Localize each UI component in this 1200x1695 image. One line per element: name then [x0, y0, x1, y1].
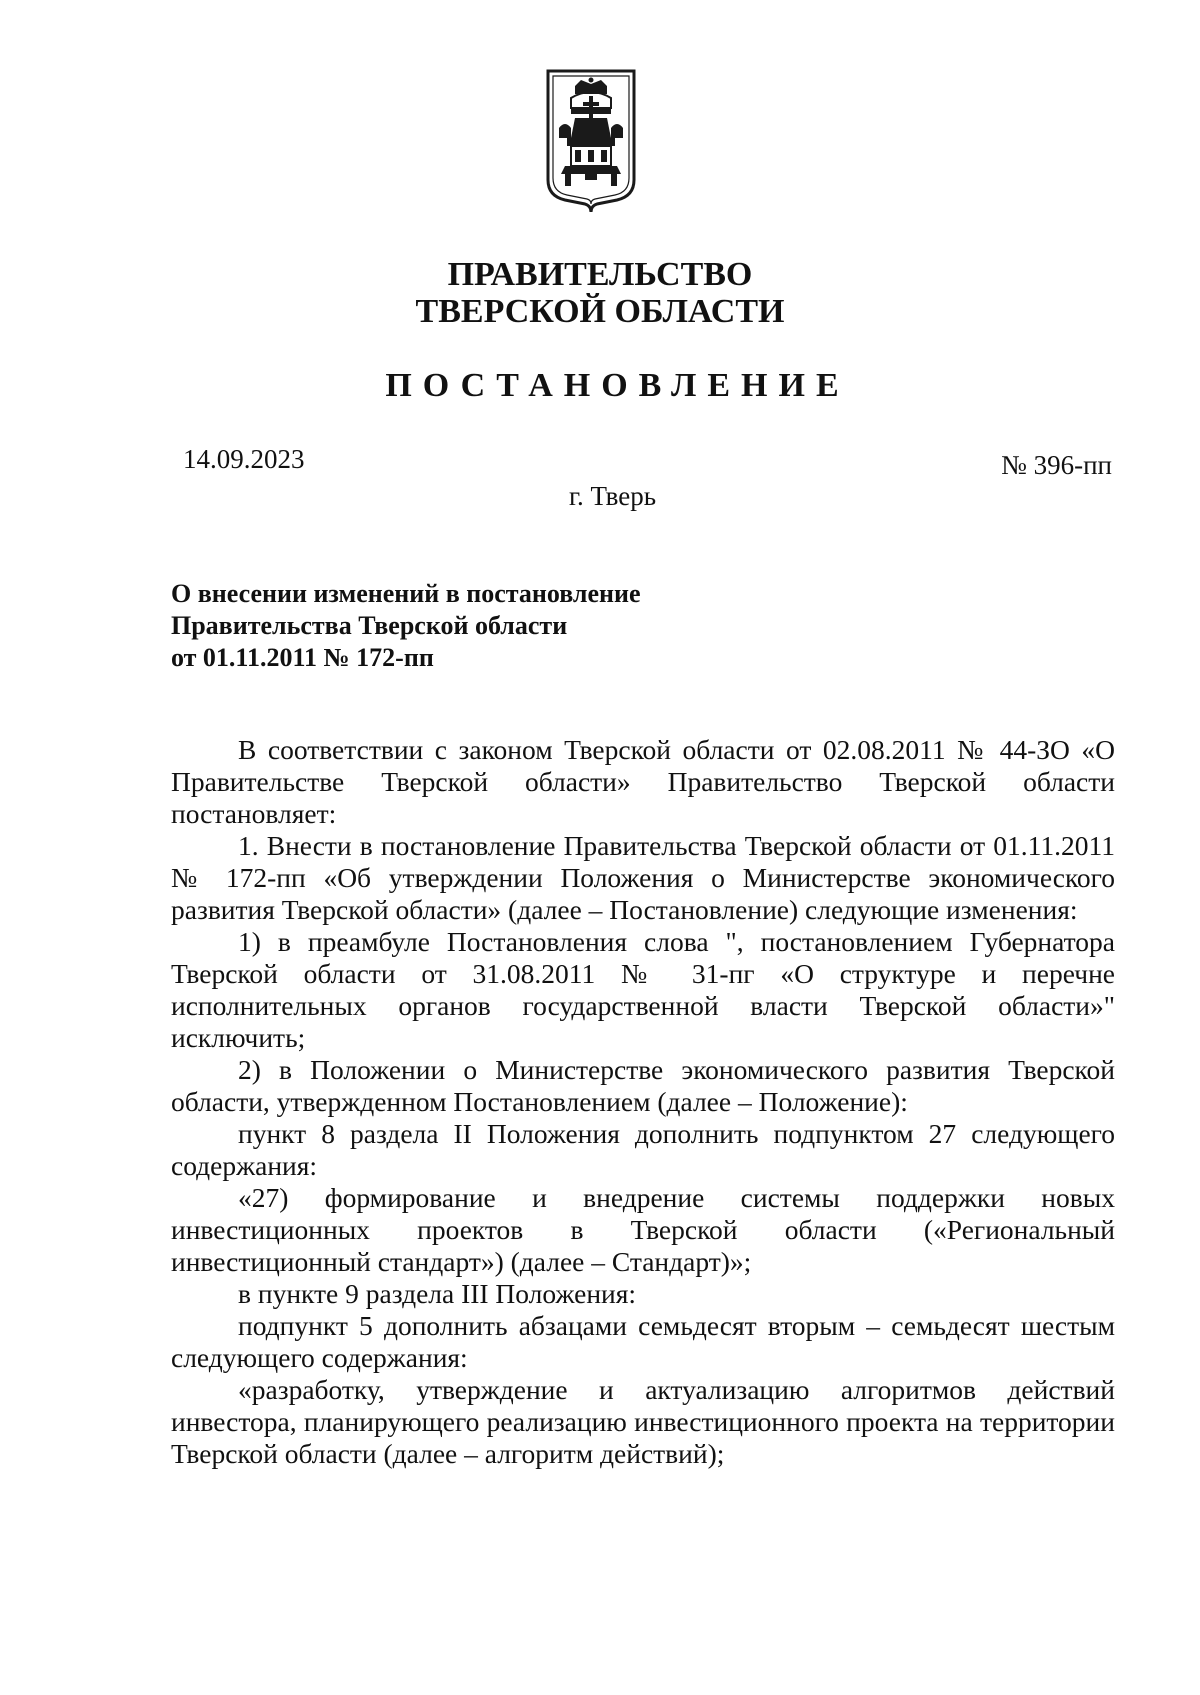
body-paragraph: подпункт 5 дополнить абзацами семьдесят вторым – семьдесят шестым следующего содержания: — [171, 1310, 1115, 1373]
body-paragraph: 1) в преамбуле Постановления слова ", постановлением Губернатора Тверской области от 31.08.2011 № 31-пг «О структуре и перечне исполнительных органов государственной власти Тверской области»" исключить; — [171, 926, 1115, 1053]
body-paragraph: в пункте 9 раздела III Положения: — [238, 1278, 637, 1309]
body-paragraph: «27) формирование и внедрение системы поддержки новых инвестиционных проектов в Тверской области («Региональный инвестиционный стандарт») (далее – Стандарт)»; — [171, 1182, 1115, 1277]
document-number: № 396-пп — [1001, 450, 1112, 480]
document-body — [171, 734, 1115, 1470]
document-date: 14.09.2023 — [183, 444, 305, 474]
subject-line2: Правительства Тверской области — [171, 611, 568, 640]
document-type-heading: ПОСТАНОВЛЕНИЕ — [385, 367, 850, 404]
body-paragraph: В соответствии с законом Тверской области от 02.08.2011 № 44-ЗО «О Правительстве Тверской области» Правительство Тверской области постановляет: — [171, 734, 1115, 829]
body-paragraph: 2) в Положении о Министерстве экономического развития Тверской области, утвержденном Постановлением (далее – Положение): — [171, 1054, 1115, 1117]
coat-of-arms-icon — [545, 68, 637, 213]
body-paragraph: пункт 8 раздела II Положения дополнить подпунктом 27 следующего содержания: — [171, 1118, 1115, 1181]
government-title-line2: ТВЕРСКОЙ ОБЛАСТИ — [415, 293, 785, 330]
subject-line3: от 01.11.2011 № 172-пп — [171, 643, 434, 672]
document-subject — [171, 578, 641, 674]
government-title-line1: ПРАВИТЕЛЬСТВО — [447, 256, 753, 293]
subject-line1: О внесении изменений в постановление — [171, 579, 641, 608]
document-city: г. Тверь — [568, 481, 657, 511]
body-paragraph: 1. Внести в постановление Правительства Тверской области от 01.11.2011 № 172-пп «Об утверждении Положения о Министерстве экономического развития Тверской области» (далее – Постановление) следующие изменения: — [171, 830, 1115, 925]
body-paragraph: «разработку, утверждение и актуализацию алгоритмов действий инвестора, планирующего реализацию инвестиционного проекта на территории Тверской области (далее – алгоритм действий); — [171, 1374, 1115, 1469]
